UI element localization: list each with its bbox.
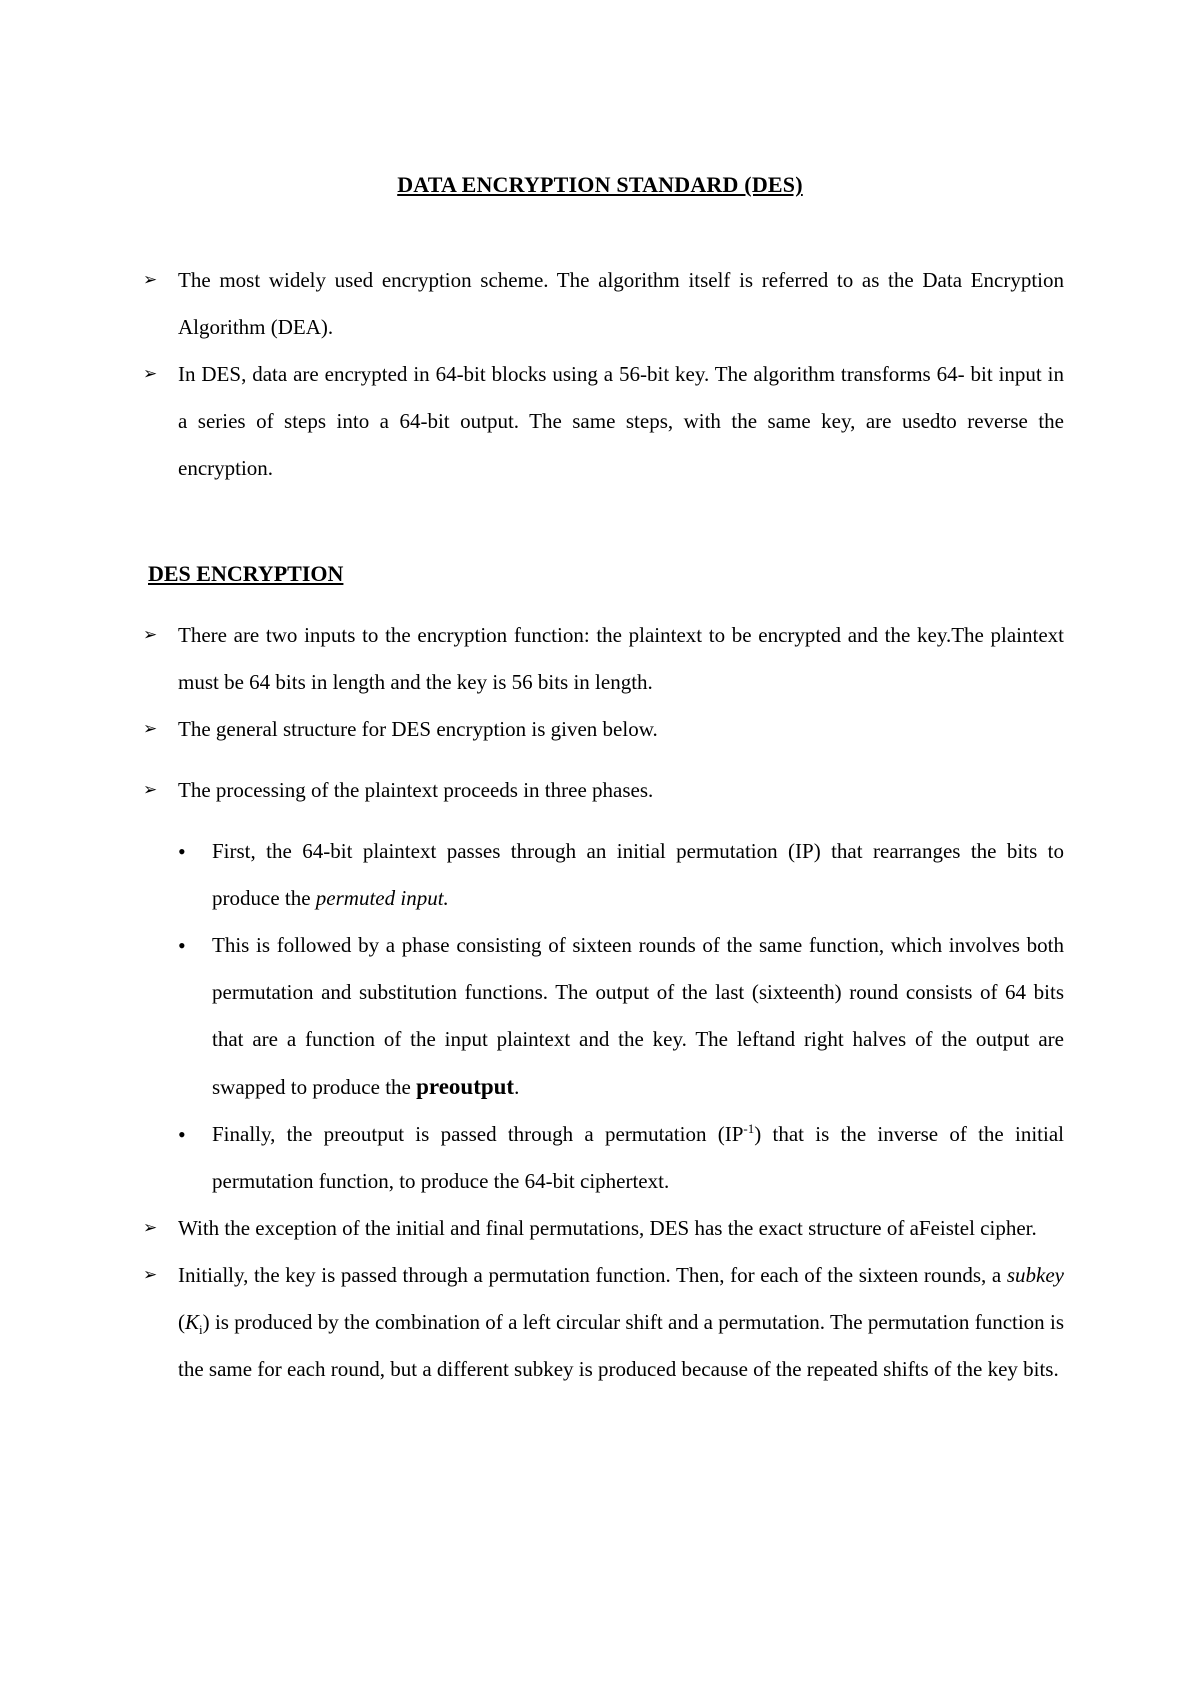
- emphasis-text: permuted input.: [315, 886, 449, 910]
- list-item: [0, 257, 1064, 351]
- paren-open: (: [178, 1310, 185, 1334]
- emphasis-text: subkey: [1006, 1263, 1064, 1287]
- list-item-text: The processing of the plaintext proceeds in three phases.: [178, 778, 654, 802]
- bullet-dot-icon: •: [178, 1122, 186, 1147]
- list-item: [0, 1252, 1064, 1393]
- arrow-bullet-icon: ➢: [143, 1265, 158, 1285]
- list-item-text: There are two inputs to the encryption function: the plaintext to be encrypted and the key.The plaintext must be 64 bits in length and the key is 56 bits in length.: [178, 623, 1064, 694]
- sub-list-item-end: .: [514, 1075, 520, 1099]
- arrow-bullet-icon: ➢: [143, 364, 158, 384]
- arrow-bullet-icon: ➢: [143, 780, 158, 800]
- list-item: [0, 1205, 1064, 1252]
- sub-list-item-text: This is followed by a phase consisting of sixteen rounds of the same function, which involves both permutation and substitution functions. The output of the last (sixteenth) round consists of 64 bits that are a function of the input plaintext and the key. The leftand right halves of the output are swapped to produce the: [212, 933, 1064, 1099]
- paren-close: ): [202, 1310, 210, 1334]
- list-item-text-cont: is produced by the combination of a left circular shift and a permutation. The permutation function is the same for each round, but a different subkey is produced because of the repeated shifts of the key bits.: [178, 1310, 1064, 1381]
- list-item: [0, 351, 1064, 492]
- list-item-text: In DES, data are encrypted in 64-bit blocks using a 56-bit key. The algorithm transforms 64- bit input in a series of steps into a 64-bit output. The same steps, with the same key, are usedto reverse the encryption.: [178, 362, 1064, 480]
- section-heading: DES ENCRYPTION: [148, 561, 344, 586]
- section-list: [0, 612, 1200, 1393]
- list-item-text: Initially, the key is passed through a permutation function. Then, for each of the sixteen rounds, a: [178, 1263, 1007, 1287]
- list-item-text: The general structure for DES encryption is given below.: [178, 717, 658, 741]
- sub-list-item: [0, 922, 1064, 1111]
- list-item: [0, 612, 1064, 706]
- bold-term: preoutput: [416, 1074, 515, 1099]
- list-item-text: With the exception of the initial and final permutations, DES has the exact structure of aFeistel cipher.: [178, 1216, 1037, 1240]
- sub-list-item-text: Finally, the preoutput is passed through a permutation (IP: [212, 1122, 744, 1146]
- list-item-text: The most widely used encryption scheme. The algorithm itself is referred to as the Data Encryption Algorithm (DEA).: [178, 268, 1064, 339]
- subscript: i: [199, 1322, 203, 1338]
- list-item: [0, 767, 1064, 814]
- list-item: [0, 706, 1064, 753]
- intro-list: [0, 257, 1200, 492]
- sub-list-item: [0, 828, 1064, 922]
- sub-list-item-text-cont: ) that is the inverse of the initial permutation function, to produce the 64-bit ciphertext.: [212, 1122, 1065, 1193]
- bullet-dot-icon: •: [178, 839, 186, 864]
- arrow-bullet-icon: ➢: [143, 1218, 158, 1238]
- superscript: -1: [743, 1121, 755, 1136]
- arrow-bullet-icon: ➢: [143, 719, 158, 739]
- arrow-bullet-icon: ➢: [143, 270, 158, 290]
- bullet-dot-icon: •: [178, 933, 186, 958]
- subkey-symbol: K: [185, 1310, 200, 1334]
- sub-list-item: [0, 1111, 1064, 1205]
- document-title: DATA ENCRYPTION STANDARD (DES): [397, 172, 803, 197]
- sub-list-item-text: First, the 64-bit plaintext passes through an initial permutation (IP) that rearranges the bits to produce the: [212, 839, 1064, 910]
- arrow-bullet-icon: ➢: [143, 625, 158, 645]
